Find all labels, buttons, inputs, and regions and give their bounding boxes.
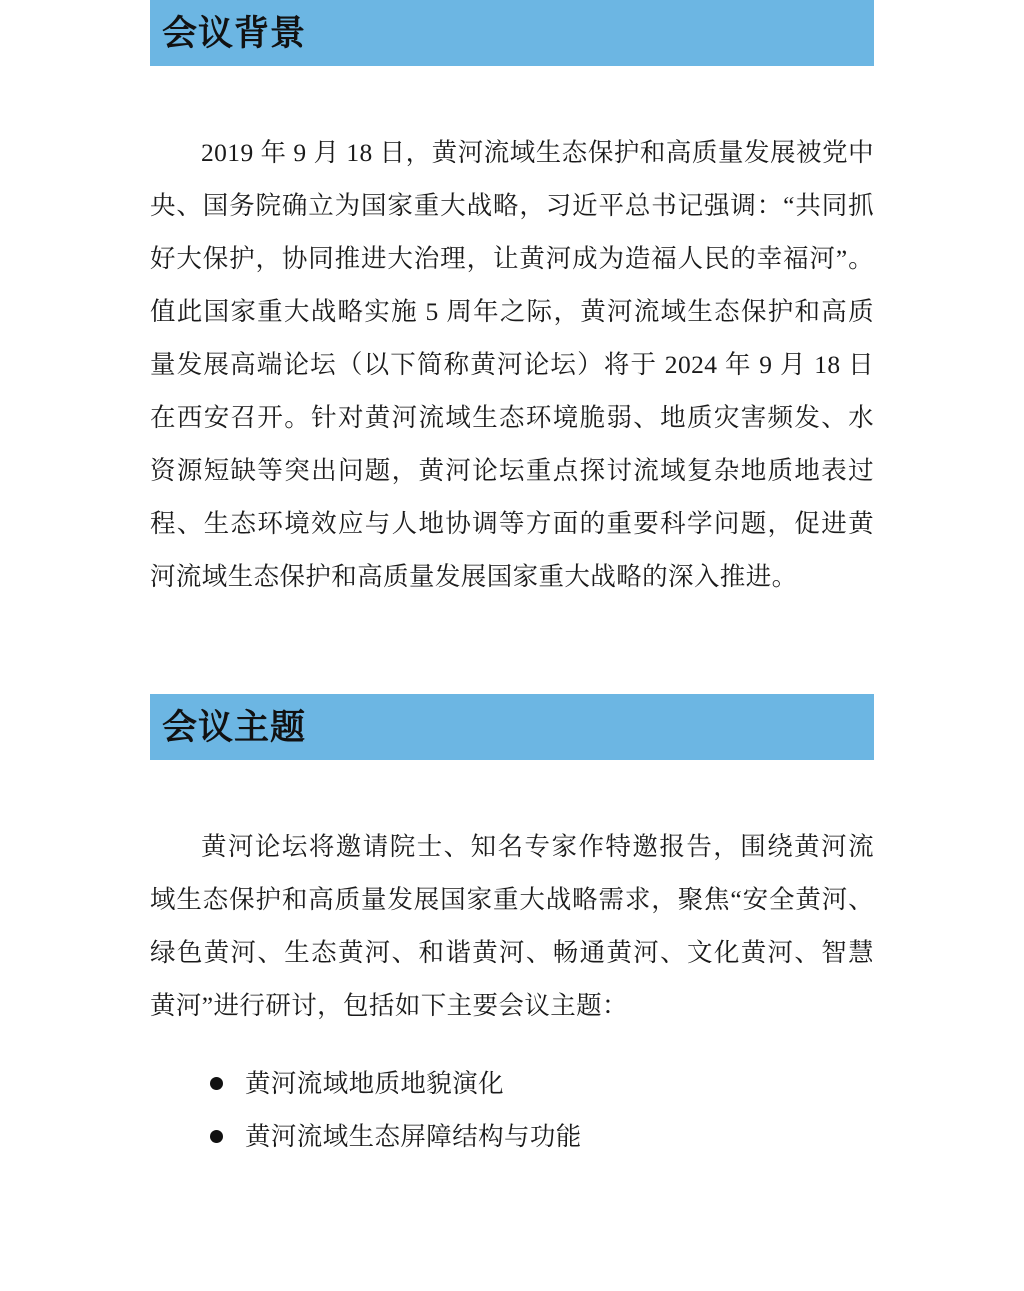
section-meeting-topics xyxy=(150,694,874,1163)
spacer xyxy=(150,66,874,100)
section-title: 会议主题 xyxy=(162,707,307,747)
section-paragraph: 2019 年 9 月 18 日，黄河流域生态保护和高质量发展被党中央、国务院确立为国家重大战略，习近平总书记强调：“共同抓好大保护，协同推进大治理，让黄河成为造福人民的幸福河”。值此国家重大战略实施 5 周年之际，黄河流域生态保护和高质量发展高端论坛（以下简称黄河论坛）将于 2024 年 9 月 18 日在西安召开。针对黄河流域生态环境脆弱、地质灾害频发、水资源短缺等突出问题，黄河论坛重点探讨流域复杂地质地表过程、生态环境效应与人地协调等方面的重要科学问题，促进黄河流域生态保护和高质量发展国家重大战略的深入推进。 xyxy=(150,137,874,591)
section-header-band xyxy=(150,0,874,66)
topics-list xyxy=(150,1057,874,1163)
bullet-icon xyxy=(210,1077,223,1090)
bullet-icon xyxy=(210,1130,223,1143)
section-meeting-background xyxy=(150,0,874,603)
spacer xyxy=(150,760,874,794)
list-item-label: 黄河流域地质地貌演化 xyxy=(245,1069,505,1098)
list-item xyxy=(150,1110,874,1163)
section-gap xyxy=(150,628,874,694)
section-header-band xyxy=(150,694,874,760)
section-paragraph: 黄河论坛将邀请院士、知名专家作特邀报告，围绕黄河流域生态保护和高质量发展国家重大战略需求，聚焦“安全黄河、绿色黄河、生态黄河、和谐黄河、畅通黄河、文化黄河、智慧黄河”进行研讨，包括如下主要会议主题： xyxy=(150,831,874,1020)
list-item xyxy=(150,1057,874,1110)
list-item-label: 黄河流域生态屏障结构与功能 xyxy=(245,1122,582,1151)
section-title: 会议背景 xyxy=(162,13,307,53)
